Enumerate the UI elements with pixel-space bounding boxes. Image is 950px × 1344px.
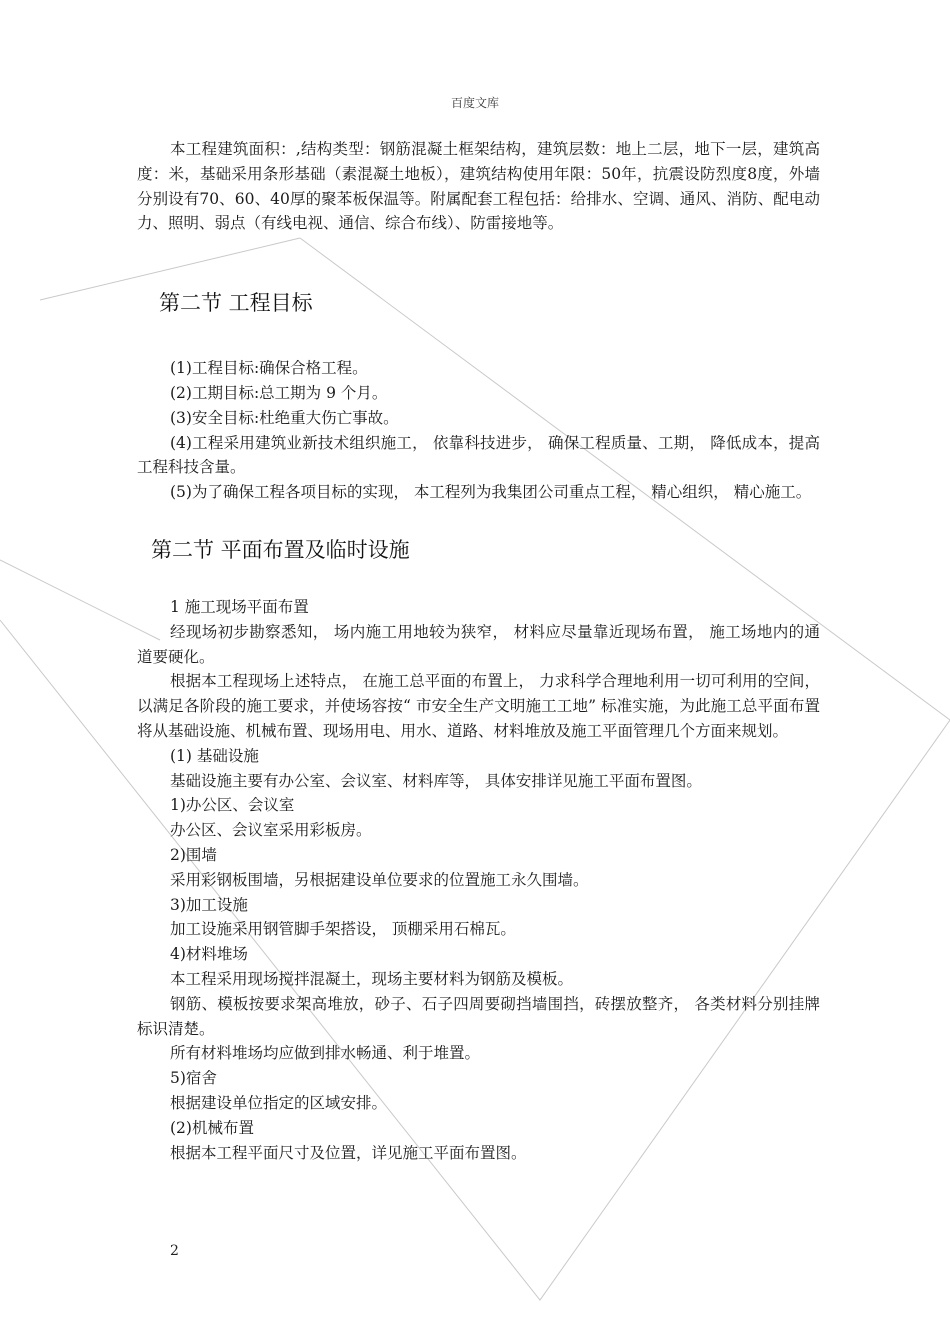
layout-item: 2)围墙: [170, 845, 217, 864]
layout-item: 加工设施采用钢管脚手架搭设， 顶棚采用石棉瓦。: [170, 920, 516, 939]
layout-item: 办公区、会议室采用彩板房。: [170, 821, 372, 840]
layout-item: 基础设施主要有办公室、会议室、材料库等， 具体安排详见施工平面布置图。: [170, 771, 702, 790]
section-heading-layout: 第二节 平面布置及临时设施: [151, 537, 410, 562]
layout-item: 采用彩钢板围墙，另根据建设单位要求的位置施工永久围墙。: [170, 870, 589, 889]
layout-item: 1 施工现场平面布置: [170, 597, 309, 616]
page-number: 2: [170, 1243, 179, 1259]
goal-item: (2)工期目标:总工期为 9 个月。: [170, 383, 388, 402]
section-heading-goals: 第二节 工程目标: [159, 291, 313, 316]
layout-item: (1) 基础设施: [170, 746, 259, 765]
goal-item: (3)安全目标:杜绝重大伤亡事故。: [170, 408, 399, 427]
layout-item: 3)加工设施: [170, 895, 248, 914]
layout-item: 根据建设单位指定的区域安排。: [170, 1093, 388, 1112]
layout-item: 钢筋、模板按要求架高堆放，砂子、石子四周要砌挡墙围挡，砖摆放整齐， 各类材料分别挂牌标识清楚。: [137, 994, 820, 1038]
layout-item: 本工程采用现场搅拌混凝土，现场主要材料为钢筋及模板。: [170, 969, 574, 988]
layout-item: 根据本工程平面尺寸及位置，详见施工平面布置图。: [170, 1143, 527, 1162]
layout-item: 1)办公区、会议室: [170, 796, 295, 815]
goal-item: (5)为了确保工程各项目标的实现， 本工程列为我集团公司重点工程， 精心组织， 精心施工。: [170, 483, 812, 502]
layout-item: 根据本工程现场上述特点， 在施工总平面的布置上， 力求科学合理地利用一切可利用的空间，以满足各阶段的施工要求，并使场容按“ 市安全生产文明施工工地” 标准实施，为此施工总平面布置将从基础设施、机械布置、现场用电、用水、道路、材料堆放及施工平面管理几个方面来规划。: [137, 672, 820, 740]
layout-item: 所有材料堆场均应做到排水畅通、利于堆置。: [170, 1044, 481, 1063]
goal-item: (1)工程目标:确保合格工程。: [170, 359, 368, 378]
goal-item: (4)工程采用建筑业新技术组织施工， 依靠科技进步， 确保工程质量、工期， 降低成本，提高工程科技含量。: [137, 433, 820, 477]
intro-paragraph: 本工程建筑面积：,结构类型：钢筋混凝土框架结构，建筑层数：地上二层，地下一层，建筑高度：米，基础采用条形基础（素混凝土地板），建筑结构使用年限：50年，抗震设防烈度8度，外墙分别设有70、60、40厚的聚苯板保温等。附属配套工程包括：给排水、空调、通风、消防、配电动力、照明、弱点（有线电视、通信、综合布线）、防雷接地等。: [137, 140, 820, 233]
layout-item: 4)材料堆场: [170, 945, 248, 964]
layout-item: 经现场初步勘察悉知， 场内施工用地较为狭窄， 材料应尽量靠近现场布置， 施工场地内的通道要硬化。: [137, 622, 820, 666]
layout-item: (2)机械布置: [170, 1118, 254, 1137]
page-header: 百度文库: [450, 96, 499, 110]
layout-item: 5)宿舍: [170, 1069, 217, 1088]
document-body: [137, 137, 820, 1165]
